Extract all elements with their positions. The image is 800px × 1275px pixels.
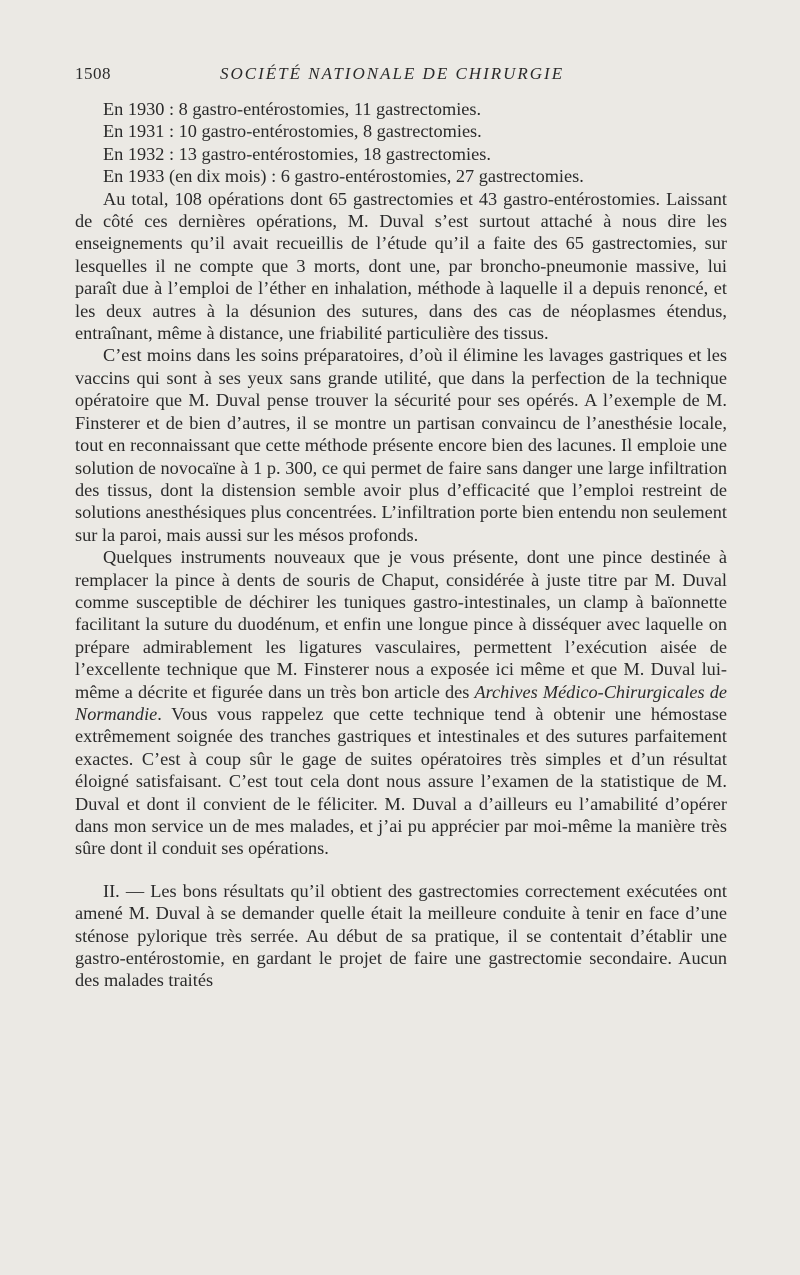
paragraph-3-text-end: . Vous vous rappelez que cette technique tend à obtenir une hémostase extrêmement soignée des tranches gastriques et intestinales et des sutures parfaitement exactes. C’est à coup sûr le gage de suites opératoires très simples et d’un résultat éloigné satisfaisant. C’est tout cela dont nous assure l’examen de la statistique de M. Duval et dont il convient de le féliciter. M. Duval a d’ailleurs eu l’amabilité d’opérer dans mon service un de mes malades, et j’ai pu apprécier par moi-même la manière très sûre dont il conduit ses opérations.	[75, 703, 727, 859]
paragraph-3	[75, 546, 727, 860]
paragraph-2: C’est moins dans les soins préparatoires, d’où il élimine les lavages gastriques et les vaccins qui sont à ses yeux sans grande utilité, que dans la perfection de la technique opératoire que M. Duval pense trouver la sécurité pour ses opérés. A l’exemple de M. Finsterer et de bien d’autres, il se montre un partisan convaincu de l’anesthésie locale, tout en reconnaissant que cette méthode présente encore bien des lacunes. Il emploie une solution de novocaïne à 1 p. 300, ce qui permet de faire sans danger une large infiltration des tissus, dont la distension semble avoir plus d’efficacité que l’emploi restreint de solutions anesthésiques plus concentrées. L’infiltration porte bien entendu non seulement sur la paroi, mais aussi sur les mésos profonds.	[75, 345, 727, 545]
section-gap	[75, 860, 727, 880]
stats-line-1931: En 1931 : 10 gastro-entérostomies, 8 gastrectomies.	[103, 121, 482, 142]
stats-line-1932: En 1932 : 13 gastro-entérostomies, 18 gastrectomies.	[103, 143, 491, 164]
paragraph-1: Au total, 108 opérations dont 65 gastrectomies et 43 gastro-entérostomies. Laissant de côté ces dernières opérations, M. Duval s’est surtout attaché à nous dire les enseignements qu’il avait recueillis de l’étude qu’il a faite des 65 gastrectomies, sur lesquelles il ne compte que 3 morts, dont une, par broncho-pneumonie massive, lui paraît due à l’emploi de l’éther en inhalation, méthode à laquelle il a depuis renoncé, et les deux autres à la désunion des sutures, dans des cas de néoplasmes étendus, entraînant, même à distance, une friabilité particulière des tissus.	[75, 188, 727, 344]
running-title: SOCIÉTÉ NATIONALE DE CHIRURGIE	[220, 64, 565, 83]
journal-title: Archives Médico-Chirurgicales de Normandie	[75, 681, 728, 724]
paragraph-4: II. — Les bons résultats qu’il obtient des gastrectomies correctement exécutées ont amené M. Duval à se demander quelle était la meilleure conduite à tenir en face d’une sténose pylorique très serrée. Au début de sa pratique, il se contentait d’établir une gastro-entérostomie, en gardant le projet de faire une gastrectomie secondaire. Aucun des malades traités	[75, 880, 727, 991]
stats-line-1930: En 1930 : 8 gastro-entérostomies, 11 gastrectomies.	[103, 99, 482, 119]
paragraph-3-text-start: Quelques instruments nouveaux que je vous présente, dont une pince destinée à remplacer la pince à dents de souris de Chaput, considérée à juste titre par M. Duval comme susceptible de déchirer les tuniques gastro-intestinales, un clamp à baïonnette facilitant la suture du duodénum, et enfin une longue pince à disséquer avec laquelle on prépare admirablement les ligatures vasculaires, permettent l’exécution aisée de l’excellente technique que M. Finsterer nous a exposée ici même et que M. Duval lui-même a décrite et figurée dans un très bon article des	[75, 547, 727, 702]
page-header	[75, 64, 725, 88]
stats-line-1933: En 1933 (en dix mois) : 6 gastro-entérostomies, 27 gastrectomies.	[103, 166, 584, 187]
page-body	[75, 98, 727, 992]
page-number: 1508	[75, 64, 111, 83]
